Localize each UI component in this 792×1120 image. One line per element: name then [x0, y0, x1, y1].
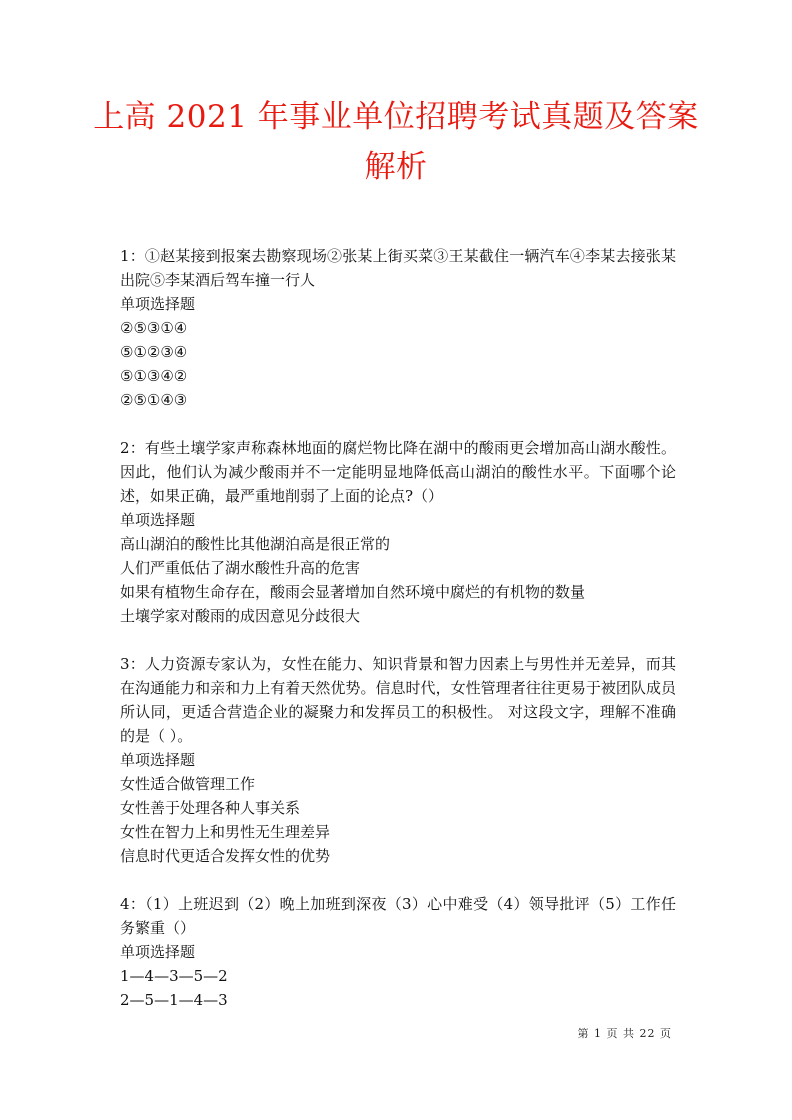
question-3	[120, 652, 676, 868]
option-a: 高山湖泊的酸性比其他湖泊高是很正常的	[120, 535, 391, 553]
title-line-2: 解析	[364, 149, 428, 185]
question-stem: 1：①赵某接到报案去勘察现场②张某上街买菜③王某截住一辆汽车④李某去接张某出院⑤李某酒后驾车撞一行人	[120, 247, 676, 289]
option-a: 女性适合做管理工作	[120, 775, 256, 793]
option-c: 如果有植物生命存在，酸雨会显著增加自然环境中腐烂的有机物的数量	[120, 583, 586, 601]
title-line-1: 上高 2021 年事业单位招聘考试真题及答案	[93, 99, 699, 135]
document-title	[0, 92, 792, 192]
option-c: ⑤①③④②	[120, 367, 188, 385]
question-stem: 4：（1）上班迟到（2）晚上加班到深夜（3）心中难受（4）领导批评（5）工作任务繁重（）	[120, 895, 676, 937]
option-b: ⑤①②③④	[120, 343, 188, 361]
question-1	[120, 244, 676, 412]
question-list	[120, 244, 676, 1036]
option-c: 女性在智力上和男性无生理差异	[120, 823, 331, 841]
question-stem: 2：有些土壤学家声称森林地面的腐烂物比降在湖中的酸雨更会增加高山湖水酸性。因此，他们认为减少酸雨并不一定能明显地降低高山湖泊的酸性水平。下面哪个论述，如果正确，最严重地削弱了上面的论点?（）	[120, 439, 676, 505]
option-d: ②⑤①④③	[120, 391, 188, 409]
option-b: 2—5—1—4—3	[120, 991, 228, 1009]
option-d: 信息时代更适合发挥女性的优势	[120, 847, 331, 865]
question-4	[120, 892, 676, 1012]
option-a: 1—4—3—5—2	[120, 967, 228, 985]
question-type: 单项选择题	[120, 751, 196, 769]
option-b: 人们严重低估了湖水酸性升高的危害	[120, 559, 361, 577]
option-d: 土壤学家对酸雨的成因意见分歧很大	[120, 607, 361, 625]
question-stem: 3：人力资源专家认为，女性在能力、知识背景和智力因素上与男性并无差异，而其在沟通能力和亲和力上有着天然优势。信息时代，女性管理者往往更易于被团队成员所认同，更适合营造企业的凝聚力和发挥员工的积极性。 对这段文字，理解不准确的是（ ）。	[120, 655, 676, 745]
question-type: 单项选择题	[120, 295, 196, 313]
option-b: 女性善于处理各种人事关系	[120, 799, 301, 817]
question-2	[120, 436, 676, 628]
option-a: ②⑤③①④	[120, 319, 188, 337]
question-type: 单项选择题	[120, 943, 196, 961]
page-footer: 第 1 页 共 22 页	[577, 1027, 672, 1040]
question-type: 单项选择题	[120, 511, 196, 529]
